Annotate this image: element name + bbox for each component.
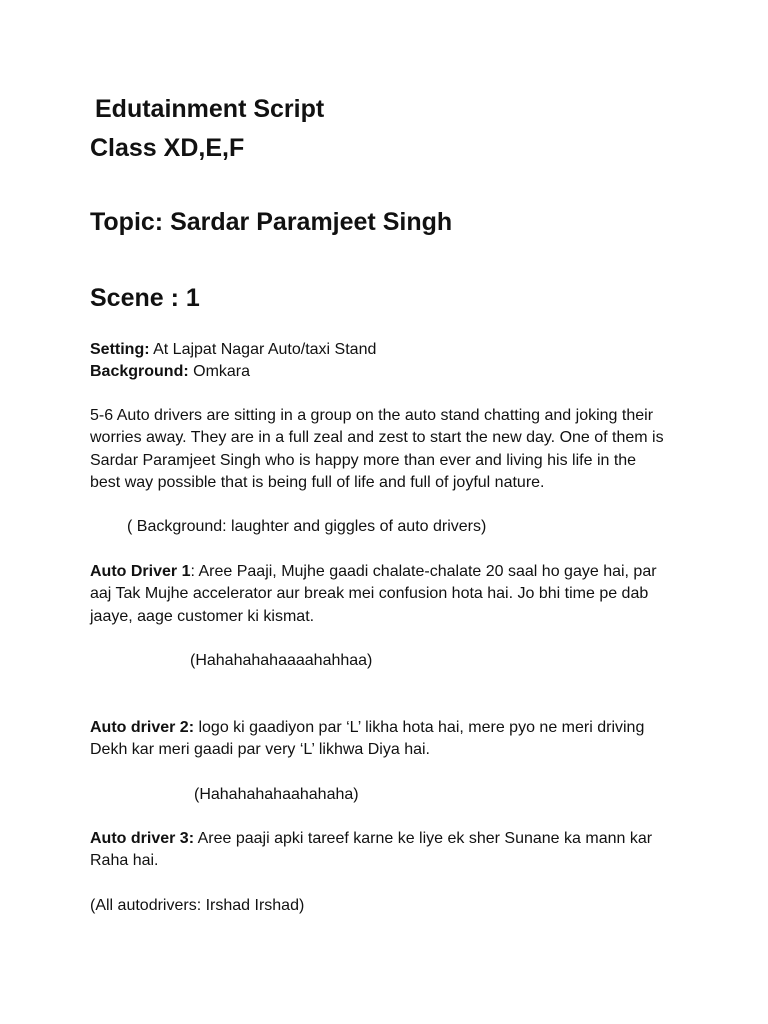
dialogue-driver-3 bbox=[90, 828, 690, 873]
intro-paragraph bbox=[90, 405, 690, 494]
dialogue-line: jaaye, aage customer ki kismat. bbox=[90, 607, 315, 625]
reaction-3: (All autodrivers: Irshad Irshad) bbox=[90, 897, 305, 914]
intro-line: 5-6 Auto drivers are sitting in a group on the auto stand chatting and joking their bbox=[90, 407, 654, 424]
reaction-2: (Hahahahahaahahaha) bbox=[194, 786, 359, 803]
background-line bbox=[90, 361, 690, 383]
dialogue-line: Auto driver 2: logo ki gaadiyon par ‘L’ likha hota hai, mere pyo ne meri driving bbox=[90, 719, 645, 736]
dialogue-line: Auto driver 3: Aree paaji apki tareef karne ke liye ek sher Sunane ka mann kar bbox=[90, 830, 653, 847]
dialogue-line: Raha hai. bbox=[90, 852, 159, 870]
dialogue-driver-1 bbox=[90, 561, 690, 628]
background-value: Omkara bbox=[188, 363, 251, 380]
intro-line: Sardar Paramjeet Singh who is happy more than ever and living his life in the bbox=[90, 451, 637, 469]
background-label: Background: bbox=[90, 363, 189, 380]
scene-heading: Scene : 1 bbox=[90, 284, 200, 312]
setting-value: At Lajpat Nagar Auto/taxi Stand bbox=[149, 341, 377, 358]
intro-line: worries away. They are in a full zeal and zest to start the new day. One of them is bbox=[90, 429, 664, 447]
reaction-1: (Hahahahahaaaahahhaa) bbox=[190, 652, 373, 669]
speaker-name: Auto Driver 1 bbox=[90, 563, 191, 580]
class-line: Class XD,E,F bbox=[90, 134, 245, 162]
dialogue-driver-2 bbox=[90, 717, 690, 762]
stage-note: ( Background: laughter and giggles of auto drivers) bbox=[127, 518, 487, 535]
setting-line bbox=[90, 339, 690, 361]
dialogue-line: Dekh kar meri gaadi par very ‘L’ likhwa Diya hai. bbox=[90, 741, 430, 759]
script-title: Edutainment Script bbox=[95, 95, 325, 123]
dialogue-line: Auto Driver 1: Aree Paaji, Mujhe gaadi chalate-chalate 20 saal ho gaye hai, par bbox=[90, 563, 657, 580]
speaker-name: Auto driver 2: bbox=[90, 719, 195, 736]
dialogue-line: aaj Tak Mujhe accelerator aur break mei confusion hota hai. Jo bhi time pe dab bbox=[90, 585, 649, 603]
setting-label: Setting: bbox=[90, 341, 150, 358]
topic-heading: Topic: Sardar Paramjeet Singh bbox=[90, 208, 453, 236]
intro-line: best way possible that is being full of life and full of joyful nature. bbox=[90, 473, 545, 491]
speaker-name: Auto driver 3: bbox=[90, 830, 195, 847]
